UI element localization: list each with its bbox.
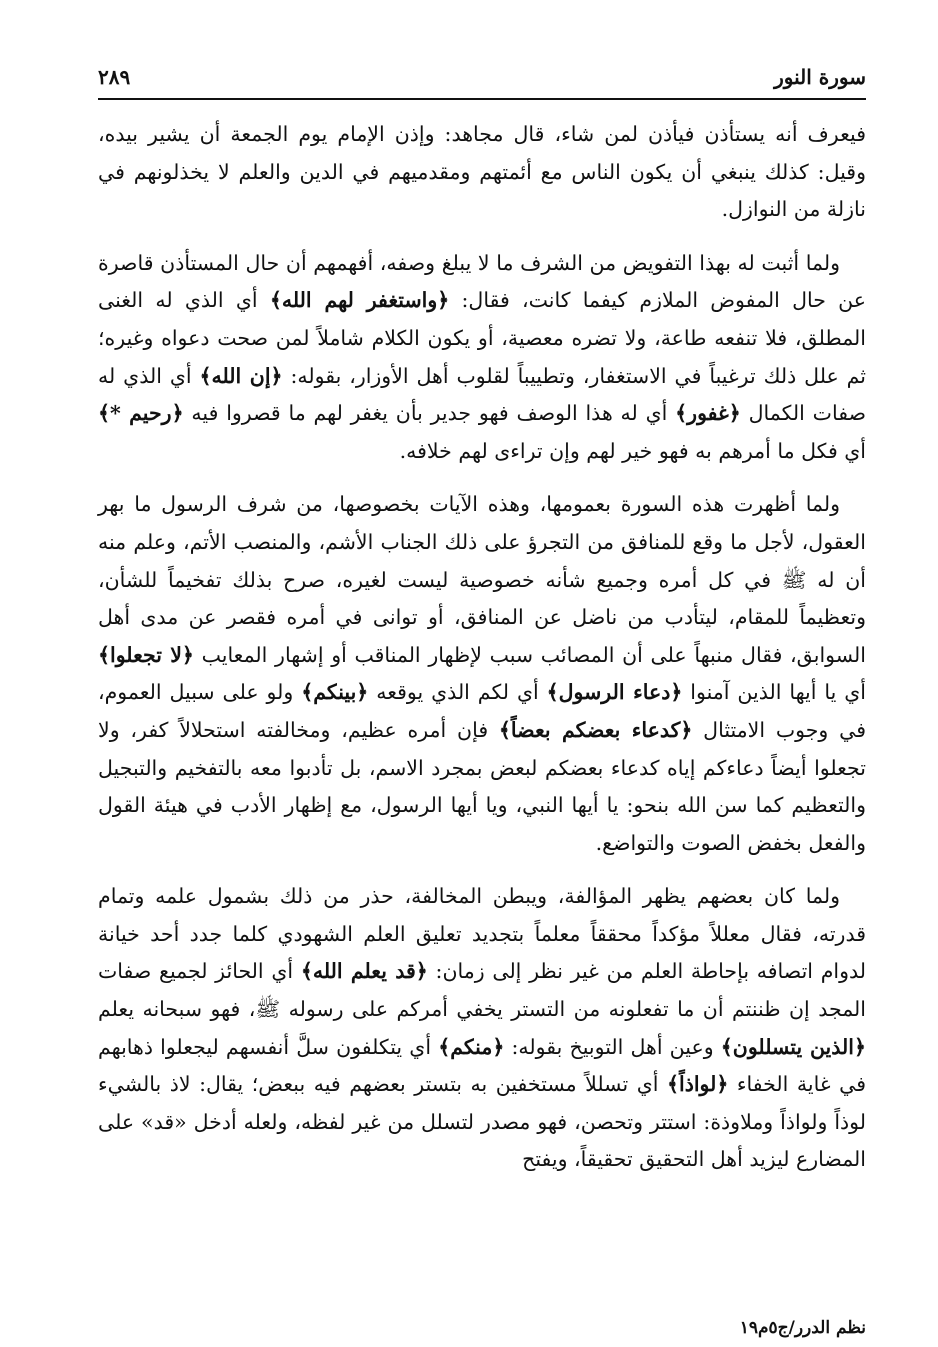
quranic-quote: ﴿قد يعلم الله﴾ (300, 959, 428, 984)
paragraph (98, 486, 866, 862)
text-segment: أي فكل ما أمرهم به فهو خير لهم وإن تراءى لهم خلافه. (399, 438, 866, 463)
text-segment: أي الذي له الغنى المطلق، فلا تنفعه طاعة، ولا تضره معصية، أو يكون الكلام شاملاً لمن صحت دعواه وغيره؛ ثم علل ذلك ترغيباً في الاستغفار، وتطييباً لقلوب أهل الأوزار، بقوله: (98, 288, 866, 388)
text-segment: فيعرف أنه يستأذن فيأذن لمن شاء، قال مجاهد: وإذن الإمام يوم الجمعة أن يشير بيده، وقيل: كذلك ينبغي أن يكون الناس مع أئمتهم ومقدميهم في الدين والعلم لا يخذلونهم في نازلة من النوازل. (98, 122, 866, 222)
quranic-quote: ﴿لواذاً﴾ (666, 1072, 729, 1097)
text-segment: ولما كان بعضهم يظهر المؤالفة، ويبطن المخالفة، حذر من ذلك بشمول علمه وتمام قدرته، فقال معللاً مؤكداً محققاً معلماً بتجديد تعليق العلم الشهودي كلما جدد أحد خيانة لدوام اتصافه بإحاطة العلم من غير نظر إلى زمان: (98, 884, 866, 984)
quranic-quote: ﴿إن الله﴾ (199, 363, 283, 388)
text-segment: أي الذي له صفات الكمال (98, 363, 866, 426)
header-divider (98, 98, 866, 100)
quranic-quote: ﴿غفور﴾ (675, 401, 741, 426)
text-segment: أي له هذا الوصف فهو جدير بأن يغفر لهم ما قصروا فيه (183, 401, 676, 426)
page-number: ٢٨٩ (98, 65, 131, 89)
text-segment: أي يتكلفون سلَّ أنفسهم ليجعلوا ذهابهم في غاية الخفاء (98, 1034, 866, 1097)
quranic-quote: ﴿لا تجعلوا﴾ (98, 642, 194, 667)
quranic-quote: ﴿بينكم﴾ (301, 680, 369, 705)
text-segment: أي لكم الذي يوقعه (368, 680, 547, 705)
text-segment: ولما أثبت له بهذا التفويض من الشرف ما لا يبلغ وصفه، أفهمهم أن حال المستأذن قاصرة عن حال المفوض الملازم كيفما كانت، فقال: (98, 250, 866, 313)
surah-title: سورة النور (774, 65, 866, 89)
printer-signature: نظم الدرر/ج٥م١٩ (739, 1318, 866, 1338)
page-body (98, 116, 866, 1179)
paragraph (98, 245, 866, 471)
text-segment: ولما أظهرت هذه السورة بعمومها، وهذه الآيات بخصوصها، من شرف الرسول ما بهر العقول، لأجل ما وقع للمنافق من التجرؤ على ذلك الجناب الأشم، والمنصب الأتم، وعلم منه أن له ﷺ في كل أمره وجميع شأنه خصوصية ليست لغيره، صرح بذلك تفخيماً للشأن، وتعظيماً للمقام، ليتأدب من ناضل عن المنافق، أو توانى في أمره فقصر عن مدى أهل السوابق، فقال منبهاً على أن المصائب سبب لإظهار المناقب أو إشهار المعايب (98, 492, 866, 667)
text-segment: أي تسللاً مستخفين به بتستر بعضهم فيه ببعض؛ يقال: لاذ بالشيء لوذاً ولواذاً وملاوذة: استتر وتحصن، فهو مصدر لتسلل من غير لفظه، ولعله أدخل «قد» على المضارع ليزيد أهل التحقيق تحقيقاً، ويفتح (98, 1072, 866, 1172)
paragraph (98, 116, 866, 229)
text-segment: أي الحائز لجميع صفات المجد إن ظننتم أن ما تفعلونه من التستر يخفي أمركم على رسوله ﷺ، فهو سبحانه يعلم (98, 959, 866, 1022)
text-segment: فإن أمره عظيم، ومخالفته استحلالاً كفر، ولا تجعلوا أيضاً دعاءكم إياه كدعاء بعضكم لبعض بمجرد الاسم، بل تأدبوا معه بالتفخيم والتبجيل والتعظيم كما سن الله بنحو: يا أيها النبي، ويا أيها الرسول، مع إظهار الأدب في هيئة القول والفعل بخفض الصوت والتواضع. (98, 717, 866, 855)
quranic-quote: ﴿واستغفر لهم الله﴾ (269, 288, 450, 313)
text-segment: وعين أهل التوبيخ بقوله: (504, 1034, 721, 1059)
quranic-quote: ﴿دعاء الرسول﴾ (546, 680, 683, 705)
text-segment: أي يا أيها الذين آمنوا (682, 680, 866, 705)
quranic-quote: ﴿الذين يتسللون﴾ (720, 1034, 866, 1059)
quranic-quote: ﴿كدعاء بعضكم بعضاً﴾ (498, 717, 693, 742)
running-header (98, 60, 866, 94)
paragraph (98, 878, 866, 1179)
text-segment: ولو على سبيل العموم، في وجوب الامتثال (98, 680, 866, 742)
quranic-quote: ﴿منكم﴾ (438, 1034, 505, 1059)
quranic-quote: ﴿رحيم *﴾ (98, 401, 184, 426)
